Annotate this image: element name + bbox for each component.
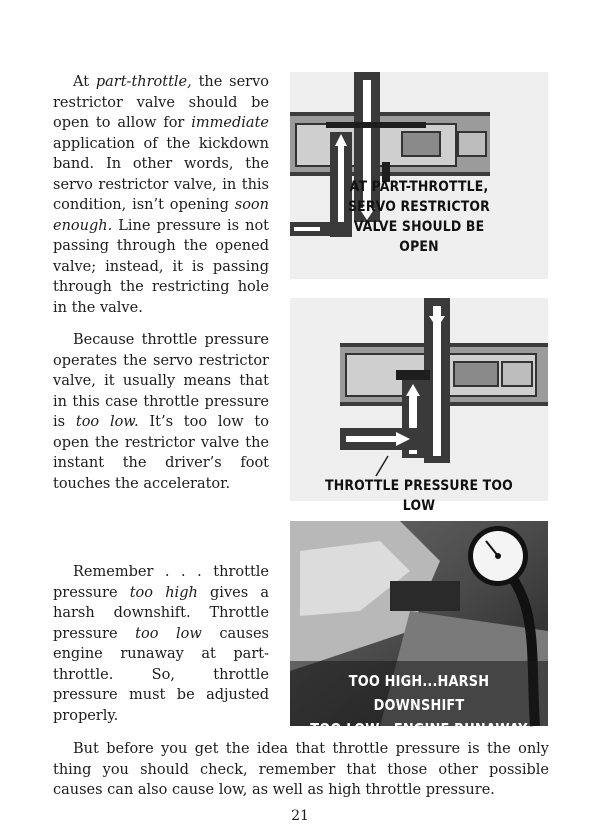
emphasis-text: too high (129, 584, 198, 601)
throttle-low-diagram (290, 298, 548, 501)
paragraph-text: the servo restrictor valve should be open to allow for (53, 74, 270, 131)
caption-line: TOO LOW...ENGINE RUNAWAY (310, 720, 528, 738)
emphasis-text: immediate (191, 115, 269, 131)
paragraph-text: gives a harsh downshift. Throttle pressure (53, 584, 270, 642)
caption-line: VALVE SHOULD BE (353, 219, 485, 235)
figure-throttle-low (290, 298, 548, 514)
paragraph-text: But before you get the idea that throttle pressure is the only thing you should check, remember that those other possible causes can also cause low, as well as high throttle pressure. (53, 741, 549, 798)
paragraph-text: It’s too low to open the restrictor valve the instant the driver’s foot touches the accelerator. (53, 414, 269, 492)
caption-line: OPEN (399, 239, 439, 255)
paragraph-text: Because throttle pressure operates the servo restrictor valve, it usually means that in this case throttle pressure is (53, 332, 269, 430)
emphasis-text: soon enough. (53, 197, 269, 234)
figure-caption (308, 177, 530, 257)
page-number: 21 (291, 808, 309, 824)
emphasis-text: too low (135, 625, 202, 642)
paragraph-text: At (73, 74, 96, 90)
paragraph-text: application of the kickdown band. In other words, the servo restrictor valve, in this condition, isn’t opening (53, 135, 269, 213)
emphasis-text: too low. (75, 414, 139, 430)
paragraph-text: Remember . . . throttle pressure (53, 564, 269, 601)
paragraph-part-throttle (53, 72, 269, 318)
emphasis-text: part-throttle, (95, 74, 192, 90)
caption-line: SERVO RESTRICTOR (348, 199, 490, 215)
figure-valve-open (290, 72, 548, 279)
figure-gauge-photo (290, 521, 548, 738)
caption-line: AT PART-THROTTLE, (349, 179, 489, 195)
paragraph-throttle-pressure (53, 330, 269, 494)
paragraph-text: Line pressure is not passing through the opened valve; instead, it is passing through the restricting hole in the valve. (53, 217, 269, 316)
figure-caption (308, 669, 530, 741)
paragraph-remember (53, 562, 269, 726)
caption-line: TOO HIGH...HARSH DOWNSHIFT (348, 672, 490, 714)
figure-caption: THROTTLE PRESSURE TOO LOW (325, 478, 513, 514)
paragraph-text: causes engine runaway at part-throttle. So, throttle pressure must be adjusted properly. (53, 625, 269, 724)
paragraph-other-causes (53, 739, 549, 801)
